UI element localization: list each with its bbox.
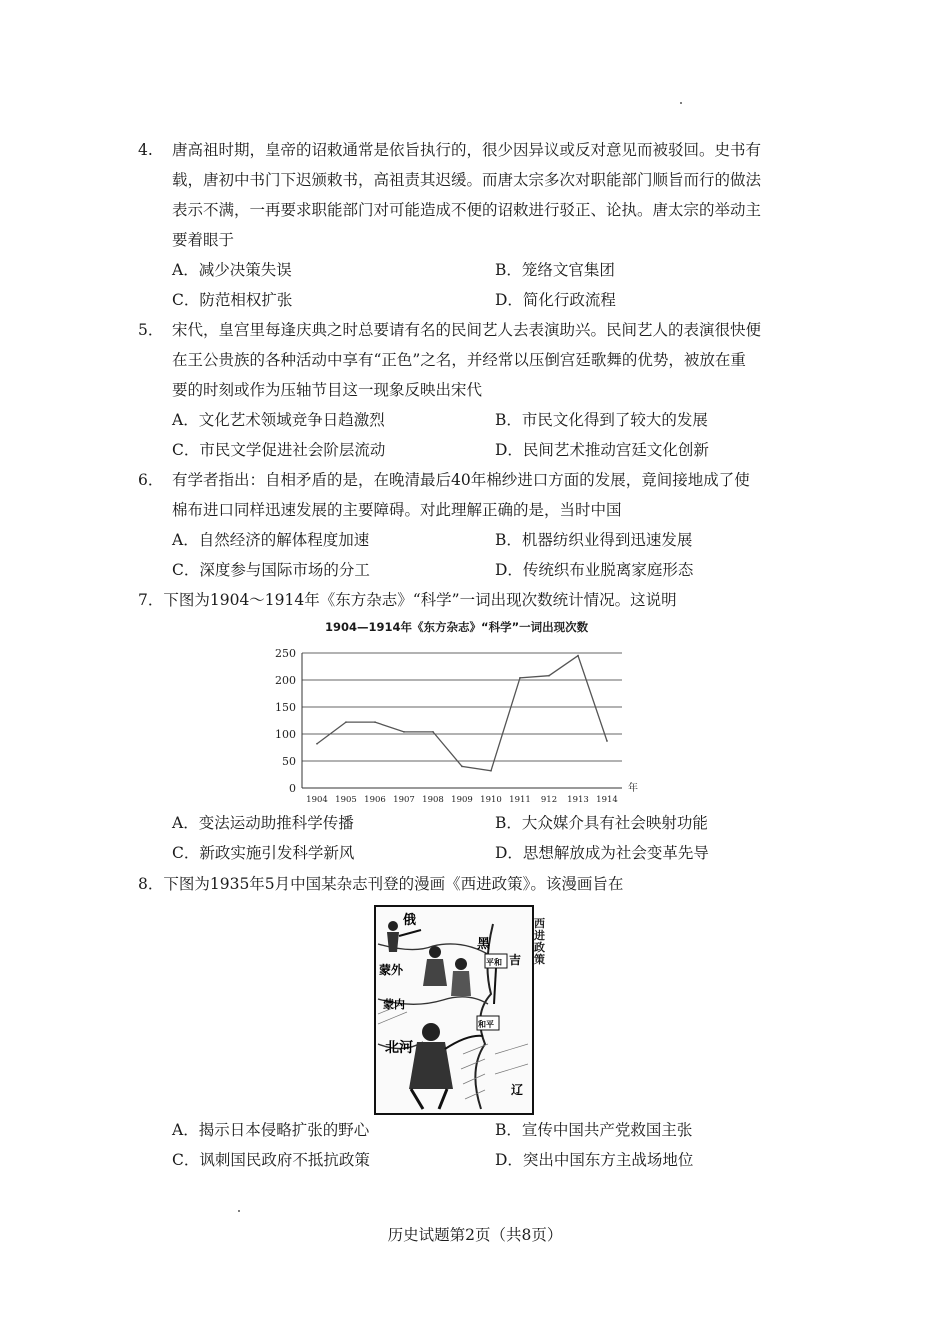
data-point <box>403 731 405 733</box>
cartoon-label: 辽 <box>511 1083 524 1097</box>
option-a[interactable]: A．揭示日本侵略扩张的野心 <box>172 1121 370 1139</box>
question-stem-line: 唐高祖时期，皇帝的诏敕通常是依旨执行的，很少因异议或反对意见而被驳回。史书有 <box>172 141 762 159</box>
cartoon-side-title: 西进政策 <box>534 917 545 966</box>
x-tick-label: 1910 <box>480 795 502 805</box>
data-point <box>606 740 608 742</box>
cartoon-image <box>373 904 535 1116</box>
cartoon-label: 和平 <box>478 1019 494 1029</box>
data-point <box>345 721 347 723</box>
question-stem-line: 要着眼于 <box>172 231 235 249</box>
page-footer: 历史试题第2页（共8页） <box>387 1226 563 1244</box>
option-a[interactable]: A．变法运动助推科学传播 <box>172 814 354 832</box>
option-b[interactable]: B．市民文化得到了较大的发展 <box>495 411 708 429</box>
question-stem-line: 在王公贵族的各种活动中享有“正色”之名，并经常以压倒宫廷歌舞的优势，被放在重 <box>172 351 746 369</box>
line-chart <box>270 640 638 830</box>
option-c[interactable]: C．市民文学促进社会阶层流动 <box>172 441 386 459</box>
x-axis-label: 年 <box>628 783 638 794</box>
x-tick-label: 912 <box>540 795 558 805</box>
question-stem-line: 表示不满，一再要求职能部门对可能造成不便的诏敕进行驳正、论执。唐太宗的举动主 <box>172 201 762 219</box>
option-d[interactable]: D．思想解放成为社会变革先导 <box>495 844 709 862</box>
y-tick-label: 200 <box>275 674 296 687</box>
x-tick-label: 1907 <box>393 795 415 805</box>
y-tick-label: 250 <box>275 647 296 660</box>
option-c[interactable]: C．讽刺国民政府不抵抗政策 <box>172 1151 370 1169</box>
question-number: 6． <box>138 471 164 489</box>
option-b[interactable]: B．大众媒介具有社会映射功能 <box>495 814 708 832</box>
y-tick-label: 100 <box>275 728 296 741</box>
option-b[interactable]: B．机器纺织业得到迅速发展 <box>495 531 693 549</box>
data-point <box>490 770 492 772</box>
question-stem-line: 有学者指出：自相矛盾的是，在晚清最后40年棉纱进口方面的发展，竟间接地成了使 <box>172 471 750 489</box>
data-point <box>461 766 463 768</box>
option-b[interactable]: B．宣传中国共产党救国主张 <box>495 1121 693 1139</box>
option-c[interactable]: C．深度参与国际市场的分工 <box>172 561 370 579</box>
question-stem-line: 棉布进口同样迅速发展的主要障碍。对此理解正确的是，当时中国 <box>172 501 622 519</box>
x-tick-label: 1913 <box>567 795 589 805</box>
option-c[interactable]: C．新政实施引发科学新风 <box>172 844 355 862</box>
data-point <box>548 675 550 677</box>
option-c[interactable]: C．防范相权扩张 <box>172 291 293 309</box>
data-point <box>519 677 521 679</box>
question-stem: 8．下图为1935年5月中国某杂志刊登的漫画《西进政策》。该漫画旨在 <box>138 875 624 893</box>
question-stem: 7．下图为1904～1914年《东方杂志》“科学”一词出现次数统计情况。这说明 <box>138 591 677 609</box>
question-number: 5． <box>138 321 164 339</box>
x-tick-label: 1914 <box>596 795 618 805</box>
series-line <box>317 656 607 771</box>
cartoon-label: 吉 <box>509 953 522 967</box>
option-a[interactable]: A．文化艺术领域竞争日趋激烈 <box>172 411 385 429</box>
question-stem-line: 要的时刻或作为压轴节目这一现象反映出宋代 <box>172 381 483 399</box>
cartoon-label: 俄 <box>403 913 417 928</box>
y-tick-label: 50 <box>282 755 296 768</box>
option-d[interactable]: D．传统织布业脱离家庭形态 <box>495 561 694 579</box>
cartoon-label: 北河 <box>385 1040 413 1056</box>
data-point <box>577 655 579 657</box>
cartoon-label: 平和 <box>486 957 502 967</box>
question-stem-line: 载，唐初中书门下迟颁敕书，高祖责其迟缓。而唐太宗多次对职能部门顺旨而行的做法 <box>172 171 762 189</box>
option-a[interactable]: A．自然经济的解体程度加速 <box>172 531 370 549</box>
x-tick-label: 1908 <box>422 795 444 805</box>
x-tick-label: 1904 <box>306 795 328 805</box>
x-tick-label: 1909 <box>451 795 473 805</box>
cartoon-label: 蒙内 <box>383 998 405 1011</box>
option-d[interactable]: D．民间艺术推动宫廷文化创新 <box>495 441 709 459</box>
cartoon-label: 蒙外 <box>379 963 404 977</box>
stray-dot <box>680 102 682 104</box>
option-d[interactable]: D．突出中国东方主战场地位 <box>495 1151 694 1169</box>
question-stem-line: 宋代，皇宫里每逢庆典之时总要请有名的民间艺人去表演助兴。民间艺人的表演很快便 <box>172 321 762 339</box>
data-point <box>316 743 318 745</box>
data-point <box>374 721 376 723</box>
cartoon-label: 黑 <box>477 937 491 952</box>
option-b[interactable]: B．笼络文官集团 <box>495 261 615 279</box>
x-tick-label: 1911 <box>509 795 531 805</box>
x-tick-label: 1906 <box>364 795 386 805</box>
data-point <box>432 731 434 733</box>
y-tick-label: 0 <box>289 782 296 795</box>
question-number: 4. <box>138 141 153 159</box>
y-tick-label: 150 <box>275 701 296 714</box>
option-d[interactable]: D．简化行政流程 <box>495 291 616 309</box>
chart-title: 1904—1914年《东方杂志》“科学”一词出现次数 <box>325 620 589 634</box>
stray-dot <box>238 1210 240 1212</box>
x-tick-label: 1905 <box>335 795 357 805</box>
option-a[interactable]: A．减少决策失误 <box>172 261 292 279</box>
